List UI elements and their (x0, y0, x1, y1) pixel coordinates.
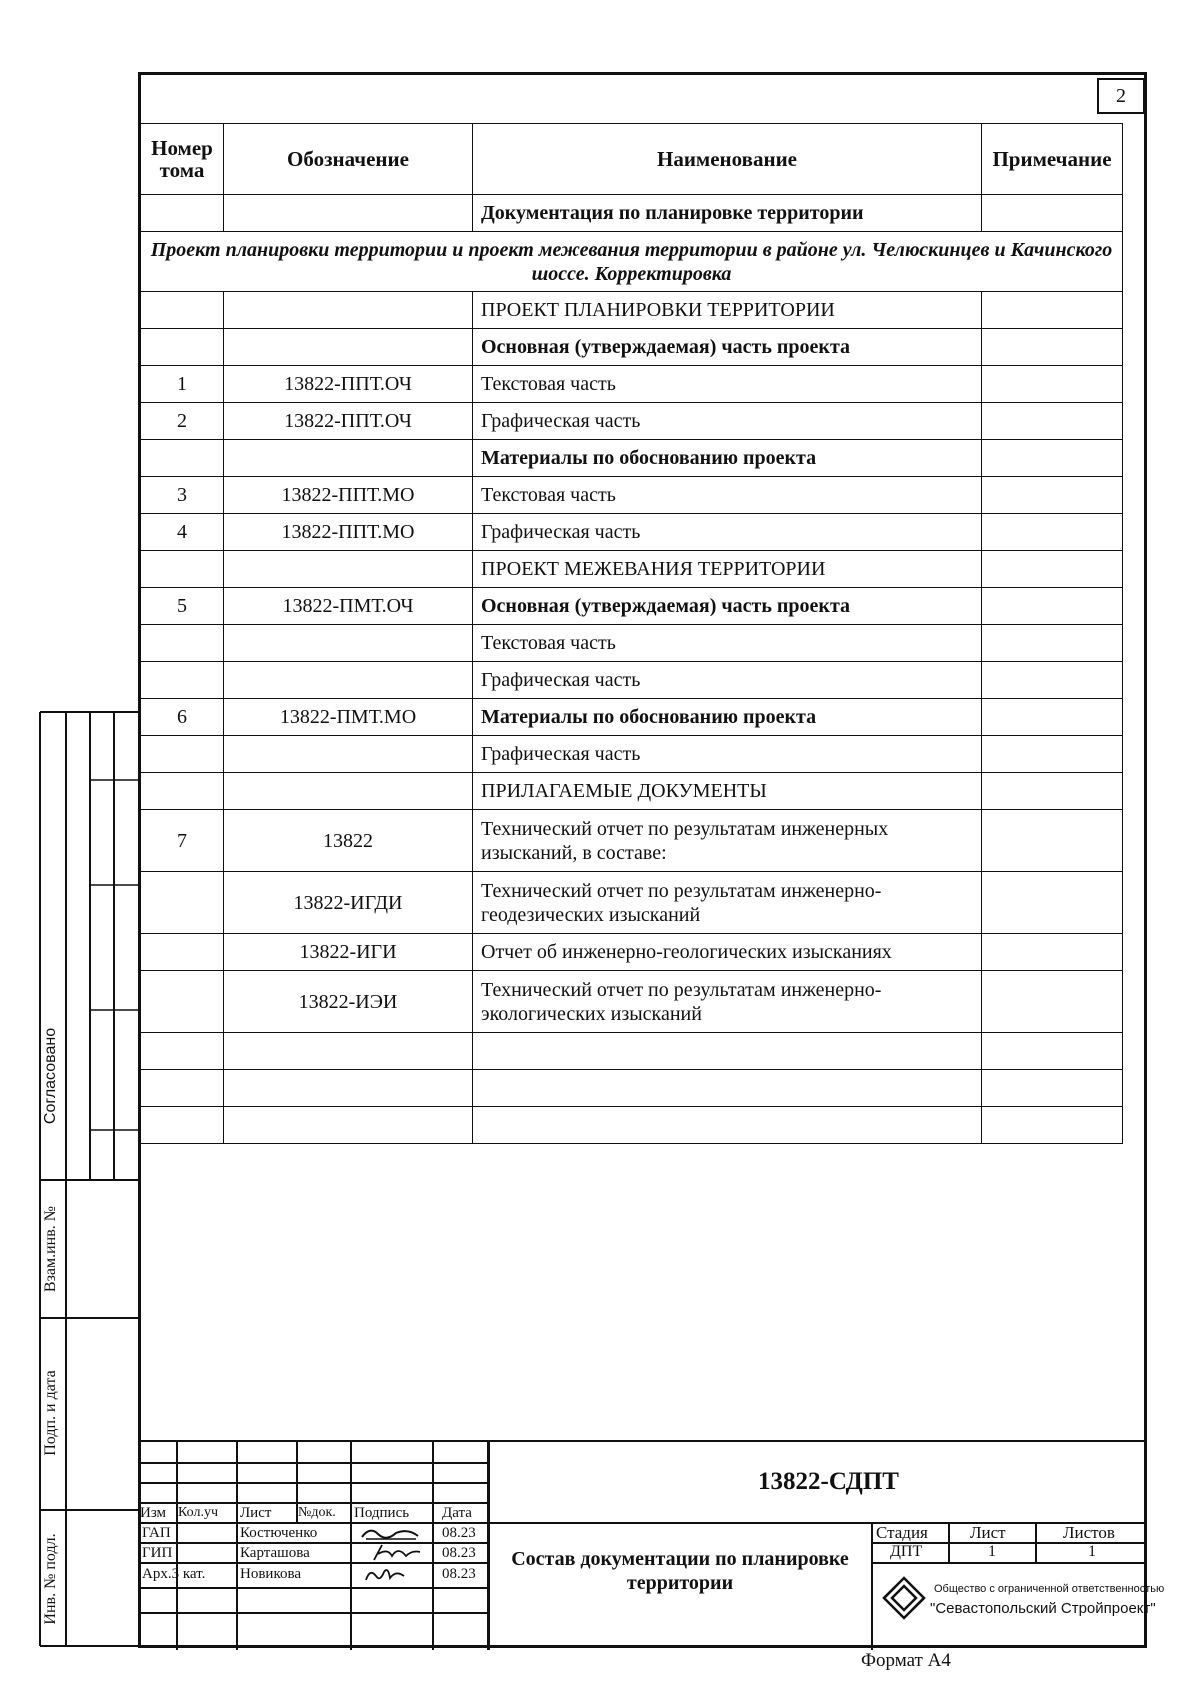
volume-number-cell (141, 934, 224, 971)
table-row (141, 588, 1123, 625)
note-cell (982, 514, 1123, 551)
name-cell: Отчет об инженерно-геологических изысканиях (473, 934, 982, 971)
stage-label: Стадия (876, 1523, 928, 1542)
name-cell: Текстовая часть (473, 366, 982, 403)
tb-date-gap: 08.23 (442, 1525, 476, 1541)
table-row (141, 872, 1123, 934)
name-cell: ПРОЕКТ ПЛАНИРОВКИ ТЕРРИТОРИИ (473, 292, 982, 329)
company-name: "Севастопольский Стройпроект" (930, 1600, 1156, 1617)
volume-number-cell (141, 625, 224, 662)
designation-cell (224, 773, 473, 810)
designation-cell: 13822-ИГИ (224, 934, 473, 971)
header-note: Примечание (982, 124, 1123, 195)
table-row (141, 477, 1123, 514)
volume-number-cell: 2 (141, 403, 224, 440)
name-cell: Графическая часть (473, 514, 982, 551)
left-binding-strip (38, 710, 138, 1648)
format-label: Формат А4 (861, 1650, 951, 1671)
tb-header-n-dok: №док. (298, 1505, 336, 1520)
name-cell: Технический отчет по результатам инженерных изысканий, в составе: (473, 810, 982, 872)
volume-number-cell (141, 440, 224, 477)
volume-number-cell: 7 (141, 810, 224, 872)
volume-number-cell (141, 1033, 224, 1070)
volume-number-cell (141, 872, 224, 934)
designation-cell: 13822-ППТ.ОЧ (224, 403, 473, 440)
designation-cell: 13822-ПМТ.МО (224, 699, 473, 736)
document-code: 13822-СДПТ (758, 1468, 899, 1495)
name-cell: Текстовая часть (473, 625, 982, 662)
designation-cell: 13822-ПМТ.ОЧ (224, 588, 473, 625)
table-header-row (141, 124, 1123, 195)
tb-role-gap: ГАП (142, 1525, 171, 1541)
name-cell: Графическая часть (473, 736, 982, 773)
table-row (141, 662, 1123, 699)
volume-number-cell (141, 195, 224, 232)
note-cell (982, 971, 1123, 1033)
table-row (141, 1107, 1123, 1144)
note-cell (982, 773, 1123, 810)
note-cell (982, 403, 1123, 440)
header-volume-number: Номер тома (141, 124, 224, 195)
designation-cell (224, 736, 473, 773)
designation-cell (224, 1033, 473, 1070)
volume-number-cell (141, 1107, 224, 1144)
name-cell: Графическая часть (473, 403, 982, 440)
table-row (141, 329, 1123, 366)
table-row (141, 514, 1123, 551)
name-cell: Технический отчет по результатам инженерно-экологических изысканий (473, 971, 982, 1033)
volume-number-cell: 4 (141, 514, 224, 551)
name-cell: Основная (утверждаемая) часть проекта (473, 329, 982, 366)
note-cell (982, 477, 1123, 514)
table-row (141, 195, 1123, 232)
note-cell (982, 872, 1123, 934)
note-cell (982, 699, 1123, 736)
tb-date-arch: 08.23 (442, 1566, 476, 1582)
signature-1-icon (356, 1524, 426, 1544)
name-cell: Графическая часть (473, 662, 982, 699)
name-cell (473, 1033, 982, 1070)
note-cell (982, 934, 1123, 971)
volume-number-cell (141, 292, 224, 329)
signature-3-icon (360, 1564, 410, 1586)
volume-number-cell (141, 329, 224, 366)
designation-cell (224, 1070, 473, 1107)
note-cell (982, 195, 1123, 232)
volume-number-cell: 5 (141, 588, 224, 625)
replace-inventory-label: Взам.инв. № (42, 1205, 59, 1293)
document-title: Состав документации по планировке территории (511, 1548, 849, 1594)
note-cell (982, 366, 1123, 403)
sheets-value: 1 (1088, 1543, 1096, 1560)
note-cell (982, 662, 1123, 699)
table-row (141, 1033, 1123, 1070)
table-row (141, 625, 1123, 662)
signature-date-label: Подп. и дата (42, 1370, 59, 1456)
volume-number-cell (141, 551, 224, 588)
tb-role-arch: Арх.3 кат. (142, 1566, 206, 1582)
sheets-label: Листов (1063, 1523, 1115, 1542)
designation-cell (224, 1107, 473, 1144)
documentation-table (140, 123, 1123, 1144)
designation-cell: 13822-ППТ.МО (224, 514, 473, 551)
name-cell: Текстовая часть (473, 477, 982, 514)
table-row (141, 440, 1123, 477)
sheet-label: Лист (970, 1523, 1006, 1542)
name-cell: Материалы по обоснованию проекта (473, 440, 982, 477)
note-cell (982, 810, 1123, 872)
volume-number-cell (141, 1070, 224, 1107)
note-cell (982, 551, 1123, 588)
table-body (141, 195, 1123, 1144)
tb-header-izm: Изм (140, 1505, 167, 1521)
table-row (141, 1070, 1123, 1107)
table-row (141, 551, 1123, 588)
table-row (141, 699, 1123, 736)
sheet-number: 2 (1116, 84, 1126, 107)
tb-date-gip: 08.23 (442, 1545, 476, 1561)
note-cell (982, 1033, 1123, 1070)
inventory-original-label: Инв. № подл. (42, 1533, 59, 1625)
designation-cell: 13822-ППТ.ОЧ (224, 366, 473, 403)
tb-name-gap: Костюченко (240, 1525, 318, 1541)
volume-number-cell (141, 971, 224, 1033)
name-cell: Документация по планировке территории (473, 195, 982, 232)
table-row (141, 736, 1123, 773)
left-strip-grid (38, 710, 138, 1648)
tb-role-gip: ГИП (142, 1545, 173, 1561)
designation-cell (224, 551, 473, 588)
company-logo-icon (880, 1574, 928, 1622)
designation-cell: 13822 (224, 810, 473, 872)
tb-header-data: Дата (442, 1505, 472, 1521)
name-cell: Основная (утверждаемая) часть проекта (473, 588, 982, 625)
sheet-value: 1 (988, 1543, 996, 1560)
volume-number-cell: 6 (141, 699, 224, 736)
note-cell (982, 292, 1123, 329)
volume-number-cell: 3 (141, 477, 224, 514)
note-cell (982, 1107, 1123, 1144)
volume-number-cell (141, 736, 224, 773)
designation-cell: 13822-ИГДИ (224, 872, 473, 934)
note-cell (982, 736, 1123, 773)
title-block (138, 1440, 1165, 1648)
name-cell (473, 1107, 982, 1144)
table-row (141, 366, 1123, 403)
project-title-cell: Проект планировки территории и проект межевания территории в районе ул. Челюскинцев и Качинского шоссе. Корректировка (141, 232, 1123, 292)
table-row (141, 773, 1123, 810)
designation-cell (224, 292, 473, 329)
stage-value: ДПТ (890, 1543, 923, 1560)
designation-cell (224, 625, 473, 662)
sheet-number-box (1097, 78, 1145, 114)
designation-cell: 13822-ИЭИ (224, 971, 473, 1033)
table-row (141, 934, 1123, 971)
header-name: Наименование (473, 124, 982, 195)
tb-name-gip: Карташова (240, 1545, 310, 1561)
header-designation: Обозначение (224, 124, 473, 195)
note-cell (982, 440, 1123, 477)
volume-number-cell (141, 773, 224, 810)
note-cell (982, 588, 1123, 625)
tb-header-list: Лист (240, 1505, 272, 1521)
agreed-label: Согласовано (42, 1027, 59, 1125)
note-cell (982, 625, 1123, 662)
tb-header-kol-uch: Кол.уч (178, 1505, 218, 1520)
name-cell: Материалы по обоснованию проекта (473, 699, 982, 736)
designation-cell (224, 195, 473, 232)
designation-cell (224, 440, 473, 477)
volume-number-cell: 1 (141, 366, 224, 403)
table-row (141, 292, 1123, 329)
signature-2-icon (366, 1542, 426, 1564)
name-cell: ПРОЕКТ МЕЖЕВАНИЯ ТЕРРИТОРИИ (473, 551, 982, 588)
name-cell: Технический отчет по результатам инженерно-геодезических изысканий (473, 872, 982, 934)
designation-cell (224, 329, 473, 366)
table-row (141, 971, 1123, 1033)
designation-cell (224, 662, 473, 699)
name-cell (473, 1070, 982, 1107)
tb-header-podpis: Подпись (354, 1505, 410, 1521)
volume-number-cell (141, 662, 224, 699)
company-legal-form: Общество с ограниченной ответственностью (934, 1583, 1165, 1595)
name-cell: ПРИЛАГАЕМЫЕ ДОКУМЕНТЫ (473, 773, 982, 810)
table-row (141, 403, 1123, 440)
note-cell (982, 329, 1123, 366)
tb-name-arch: Новикова (240, 1566, 302, 1582)
designation-cell: 13822-ППТ.МО (224, 477, 473, 514)
table-row (141, 232, 1123, 292)
table-row (141, 810, 1123, 872)
note-cell (982, 1070, 1123, 1107)
